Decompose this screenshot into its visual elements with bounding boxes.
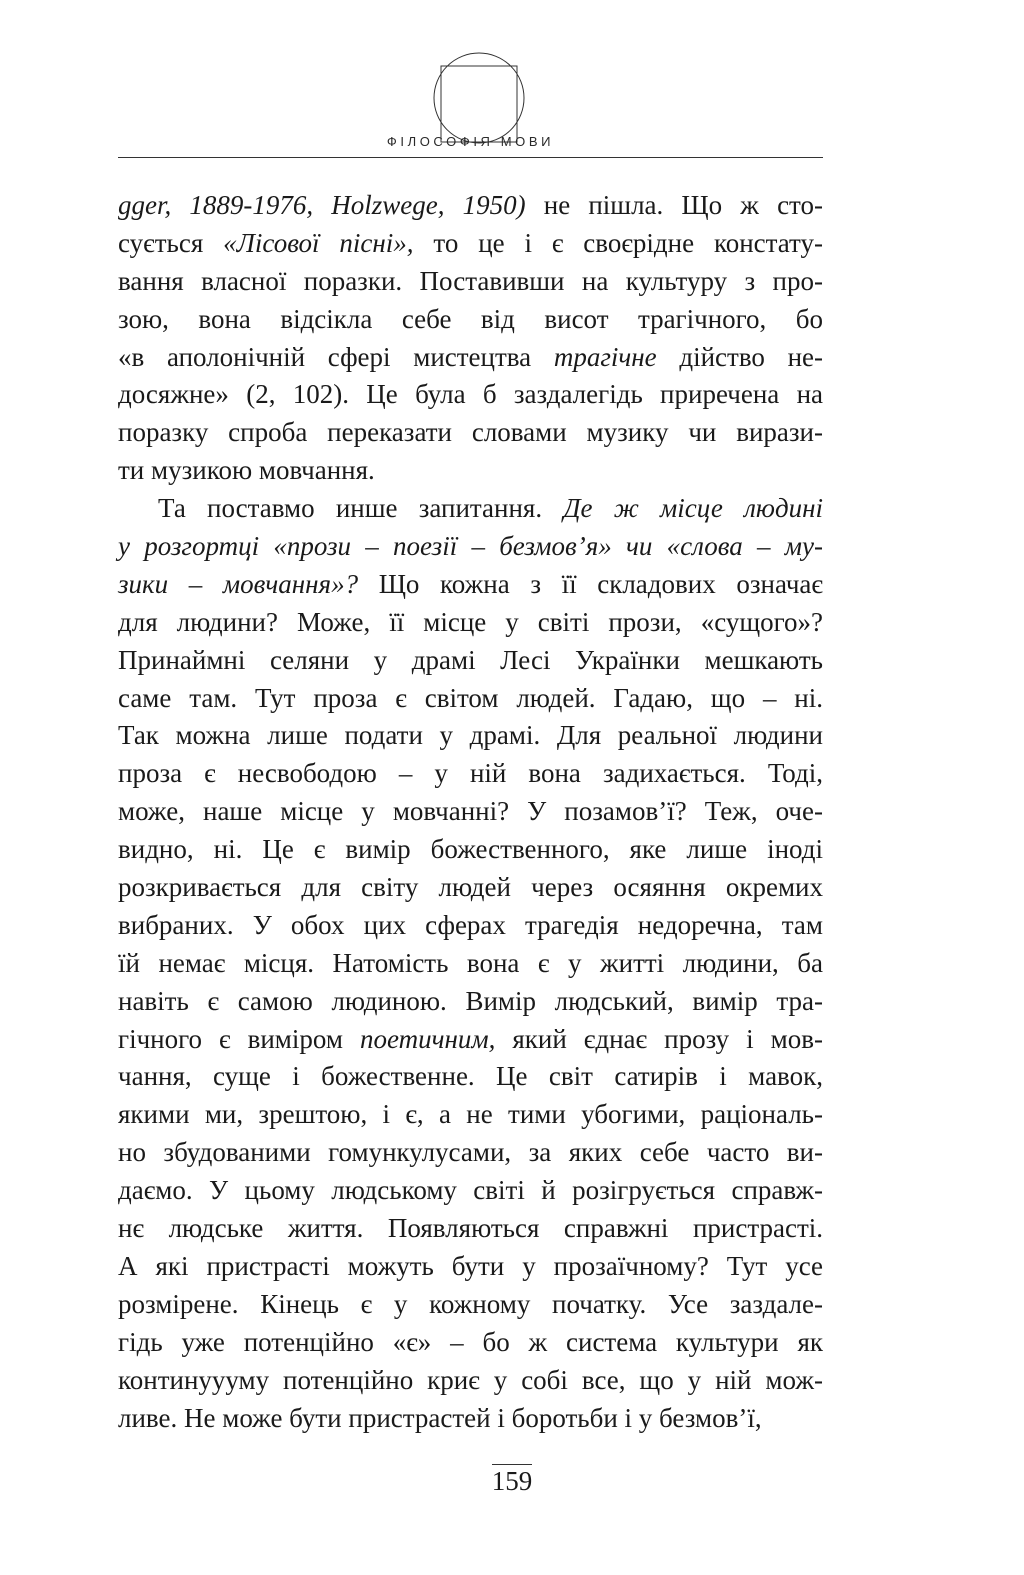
text-line	[118, 1096, 823, 1134]
text-run: даємо. У цьому людському світі й розігрується справж-	[118, 1175, 823, 1206]
text-line	[118, 793, 823, 831]
text-run: розкривається для світу людей через осяяння окремих	[118, 872, 823, 903]
text-line	[118, 376, 823, 414]
text-run: гічного є виміром	[118, 1023, 360, 1054]
text-run: «в аполонічній сфері мистецтва	[118, 341, 554, 372]
text-line	[118, 528, 823, 566]
text-run: їй немає місця. Натомість вона є у житті людини, ба	[118, 947, 823, 978]
italic-run: зики – мовчання»?	[118, 568, 359, 599]
text-line	[118, 945, 823, 983]
text-line	[118, 680, 823, 718]
text-run: ти музикою мовчання.	[118, 455, 375, 486]
text-run: не пішла. Що ж сто-	[525, 190, 823, 220]
text-run: якими ми, зрештою, і є, а не тими убогими, раціональ-	[118, 1099, 823, 1130]
text-run: нє людське життя. Появляються справжні пристрасті.	[118, 1213, 823, 1244]
text-line	[118, 1248, 823, 1286]
text-run: то це і є своєрідне констату-	[413, 227, 823, 258]
text-run: но збудованими гомункулусами, за яких себе часто ви-	[118, 1137, 823, 1168]
italic-run: «Лісової пісні»,	[223, 227, 414, 258]
text-line	[118, 1021, 823, 1059]
text-run: А які пристрасті можуть бути у прозаїчному? Тут усе	[118, 1250, 823, 1281]
italic-run: у розгортці «прози – поезії – безмов’я» чи «слова – му-	[118, 531, 823, 562]
text-run: для людини? Може, її місце у світі прози, «сущого»?	[118, 606, 823, 637]
text-line	[118, 1286, 823, 1324]
text-line	[118, 301, 823, 339]
text-line	[118, 452, 823, 490]
text-line	[118, 1134, 823, 1172]
text-line	[118, 717, 823, 755]
text-line	[118, 604, 823, 642]
text-run: вибраних. У обох цих сферах трагедія недоречна, там	[118, 909, 823, 940]
text-run: розмірене. Кінець є у кожному початку. Усе заздале-	[118, 1288, 823, 1319]
text-line	[118, 1362, 823, 1400]
text-run: гідь уже потенційно «є» – бо ж система культури як	[118, 1326, 823, 1357]
text-line	[118, 869, 823, 907]
text-run: який єднає прозу і мов-	[495, 1023, 823, 1054]
text-line	[118, 983, 823, 1021]
text-run: сується	[118, 227, 224, 258]
text-line	[118, 225, 823, 263]
text-run: чання, суще і божественне. Це світ сатирів і мавок,	[118, 1061, 823, 1092]
italic-run: gger, 1889-1976, Holzwege, 1950)	[118, 190, 526, 220]
italic-run: трагічне	[553, 341, 657, 372]
body-text	[118, 187, 823, 1437]
header-rule	[118, 157, 823, 158]
text-run: Так можна лише подати у драмі. Для реальної людини	[118, 720, 823, 751]
page-number: 159	[491, 1466, 533, 1496]
page-number-container	[0, 1464, 1024, 1497]
text-line	[118, 1058, 823, 1096]
text-run: Що кожна з її складових означає	[358, 568, 824, 599]
text-line	[118, 566, 823, 604]
text-line	[118, 1172, 823, 1210]
text-run: зою, вона відсікла себе від висот трагічного, бо	[118, 303, 823, 334]
text-line	[118, 263, 823, 301]
text-line	[118, 755, 823, 793]
text-run: видно, ні. Це є вимір божественного, яке лише іноді	[118, 834, 823, 865]
text-line	[118, 490, 823, 528]
italic-run: Де ж місце людині	[563, 493, 823, 524]
text-line	[118, 831, 823, 869]
text-line	[118, 339, 823, 377]
text-run: навіть є самою людиною. Вимір людський, вимір тра-	[118, 985, 823, 1016]
text-run: саме там. Тут проза є світом людей. Гадаю, що – ні.	[118, 682, 823, 713]
text-line	[118, 414, 823, 452]
text-run: проза є несвободою – у ній вона задихається. Тоді,	[118, 758, 823, 789]
text-line	[118, 1210, 823, 1248]
text-run: Принаймні селяни у драмі Лесі Українки мешкають	[118, 644, 823, 675]
text-run: досяжне» (2, 102). Це була б заздалегідь приречена на	[118, 379, 823, 410]
text-line	[118, 187, 823, 225]
text-run: дійство не-	[656, 341, 823, 372]
text-run: вання власної поразки. Поставивши на культуру з про-	[118, 265, 823, 296]
italic-run: поетичним,	[359, 1023, 496, 1054]
text-run: ливе. Не може бути пристрастей і боротьби і у безмов’ї,	[118, 1402, 762, 1433]
text-line	[118, 907, 823, 945]
circle-square-emblem-icon	[431, 50, 527, 146]
text-line	[118, 1400, 823, 1438]
text-run: поразку спроба переказати словами музику чи вирази-	[118, 417, 823, 448]
text-run: континуууму потенційно криє у собі все, що у ній мож-	[118, 1364, 823, 1395]
text-run: може, наше місце у мовчанні? У позамов’ї? Теж, оче-	[118, 796, 823, 827]
text-run: Та поставмо инше запитання.	[158, 493, 564, 524]
text-line	[118, 1324, 823, 1362]
text-line	[118, 642, 823, 680]
running-head: ФІЛОСОФІЯ МОВИ	[386, 134, 555, 149]
